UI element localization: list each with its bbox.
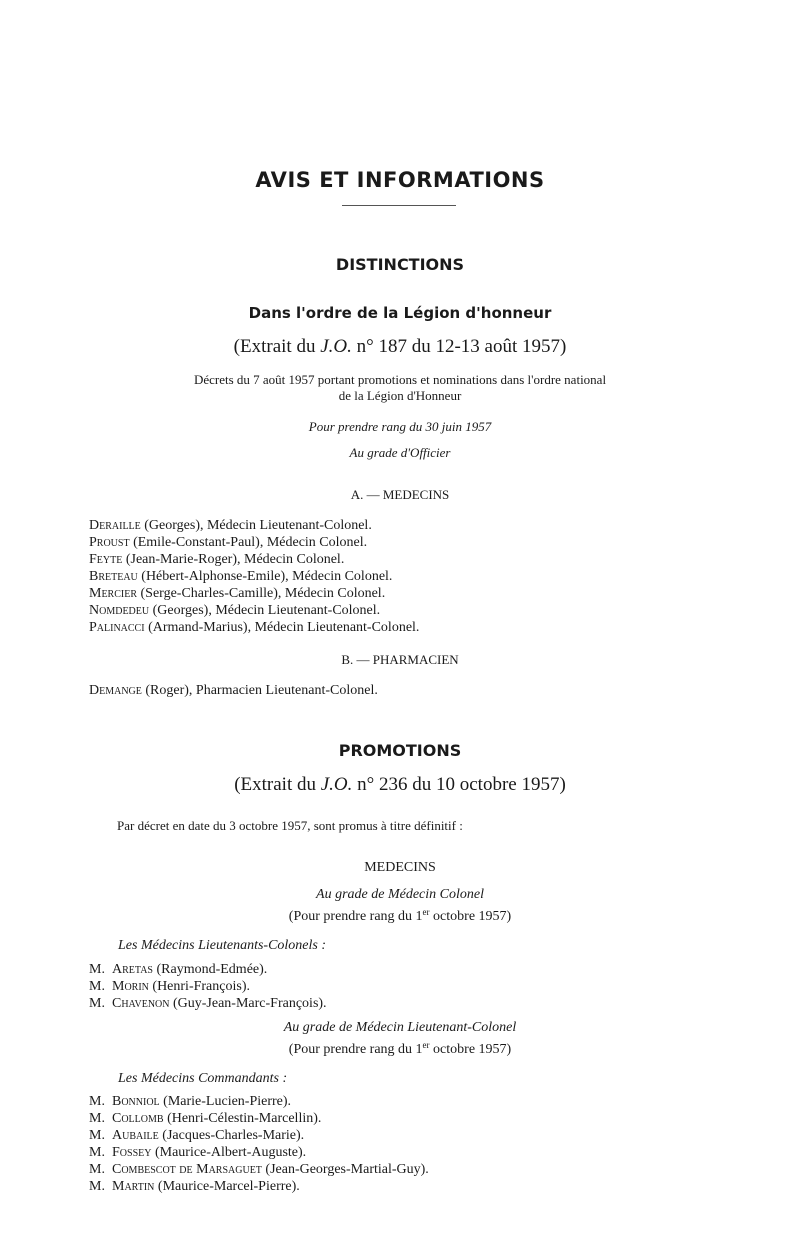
list-item: [89, 1161, 429, 1178]
person-name: Combescot de Marsaguet: [112, 1162, 262, 1177]
list-item: [89, 961, 327, 978]
rank-suffix: octobre 1957): [429, 1042, 512, 1057]
person-name: Proust: [89, 535, 130, 550]
person-details: (Henri-François).: [148, 979, 250, 994]
person-title: M.: [89, 1128, 105, 1143]
group1-intro: Les Médecins Lieutenants-Colonels :: [118, 938, 327, 953]
group1-rank: [240, 909, 560, 925]
person-name: Aretas: [112, 962, 153, 977]
person-name: Martin: [112, 1179, 155, 1194]
person-title: M.: [89, 1179, 105, 1194]
group1-grade: Au grade de Médecin Colonel: [316, 887, 484, 902]
person-details: (Marie-Lucien-Pierre).: [159, 1094, 292, 1109]
person-name: Chavenon: [112, 996, 170, 1011]
list-item: [89, 1093, 429, 1110]
decree-line-1: Décrets du 7 août 1957 portant promotions et nominations dans l'ordre national: [193, 372, 607, 387]
person-details: (Jacques-Charles-Marie).: [158, 1128, 305, 1143]
person-name: Demange: [89, 683, 142, 698]
person-name: Deraille: [89, 518, 141, 533]
group2-grade: Au grade de Médecin Lieutenant-Colonel: [283, 1020, 517, 1035]
list-item: [89, 534, 419, 551]
person-details: (Serge-Charles-Camille), Médecin Colonel.: [137, 586, 386, 601]
person-details: (Maurice-Albert-Auguste).: [151, 1145, 307, 1160]
extract-jo: J.O.: [320, 336, 352, 357]
person-details: (Roger), Pharmacien Lieutenant-Colonel.: [141, 683, 378, 698]
rank-date: Pour prendre rang du 30 juin 1957: [308, 419, 492, 434]
list-item: [89, 1144, 429, 1161]
section-b-heading: B. — PHARMACIEN: [341, 652, 459, 667]
person-name: Breteau: [89, 569, 138, 584]
person-title: M.: [89, 1094, 105, 1109]
person-name: Bonniol: [112, 1094, 160, 1109]
rank-sup: er: [422, 907, 430, 917]
person-name: Feyte: [89, 552, 123, 567]
person-name: Mercier: [89, 586, 138, 601]
extract-suffix: n° 187 du 12-13 août 1957): [351, 336, 567, 357]
extract-suffix: n° 236 du 10 octobre 1957): [352, 774, 566, 795]
person-name: Collomb: [112, 1111, 164, 1126]
person-details: (Hébert-Alphonse-Emile), Médecin Colonel.: [137, 569, 393, 584]
person-title: M.: [89, 1145, 105, 1160]
person-details: (Emile-Constant-Paul), Médecin Colonel.: [129, 535, 368, 550]
extract-prefix: (Extrait du: [234, 774, 321, 795]
list-item: [89, 602, 419, 619]
person-name: Morin: [112, 979, 149, 994]
person-title: M.: [89, 1162, 105, 1177]
list-item: [89, 1127, 429, 1144]
distinctions-subheading: Dans l'ordre de la Légion d'honneur: [248, 304, 552, 322]
person-details: (Jean-Georges-Martial-Guy).: [261, 1162, 429, 1177]
group2-list: [89, 1093, 429, 1195]
rank-prefix: (Pour prendre rang du 1: [288, 1042, 423, 1057]
category-medecins: MEDECINS: [364, 860, 436, 875]
list-item: [89, 585, 419, 602]
person-name: Fossey: [112, 1145, 152, 1160]
decree-line-2: de la Légion d'Honneur: [338, 388, 462, 403]
list-item: [89, 619, 419, 636]
person-name: Palinacci: [89, 620, 145, 635]
person-details: (Jean-Marie-Roger), Médecin Colonel.: [122, 552, 345, 567]
section-a-list: [89, 517, 419, 636]
promotions-heading: PROMOTIONS: [338, 741, 462, 760]
grade-officier: Au grade d'Officier: [349, 445, 451, 460]
extract-jo: J.O.: [320, 774, 353, 795]
person-name: Aubaile: [112, 1128, 159, 1143]
page-title: AVIS ET INFORMATIONS: [255, 168, 545, 192]
list-item: [89, 1110, 429, 1127]
title-divider: [342, 205, 456, 206]
person-details: (Maurice-Marcel-Pierre).: [154, 1179, 300, 1194]
list-item: [89, 1178, 429, 1195]
section-b-list: [89, 682, 378, 699]
list-item: [89, 551, 419, 568]
rank-suffix: octobre 1957): [429, 909, 512, 924]
extract-prefix: (Extrait du: [233, 336, 321, 357]
rank-prefix: (Pour prendre rang du 1: [288, 909, 423, 924]
group1-list: [89, 961, 327, 1012]
list-item: [89, 517, 419, 534]
person-details: (Guy-Jean-Marc-François).: [169, 996, 327, 1011]
list-item: [89, 978, 327, 995]
distinctions-heading: DISTINCTIONS: [335, 255, 465, 274]
promotion-decree: Par décret en date du 3 octobre 1957, sont promus à titre définitif :: [117, 818, 463, 833]
distinctions-extract: [0, 336, 800, 358]
person-name: Nomdedeu: [89, 603, 150, 618]
group2-intro: Les Médecins Commandants :: [118, 1071, 288, 1086]
section-a-heading: A. — MEDECINS: [350, 487, 450, 502]
promotions-extract: [0, 774, 800, 796]
list-item: [89, 682, 378, 699]
person-details: (Georges), Médecin Lieutenant-Colonel.: [149, 603, 381, 618]
list-item: [89, 995, 327, 1012]
person-title: M.: [89, 979, 105, 994]
list-item: [89, 568, 419, 585]
person-title: M.: [89, 1111, 105, 1126]
group2-rank: [240, 1042, 560, 1058]
person-details: (Raymond-Edmée).: [152, 962, 268, 977]
rank-sup: er: [422, 1040, 430, 1050]
person-title: M.: [89, 962, 105, 977]
person-details: (Henri-Célestin-Marcellin).: [163, 1111, 322, 1126]
person-details: (Georges), Médecin Lieutenant-Colonel.: [140, 518, 372, 533]
person-details: (Armand-Marius), Médecin Lieutenant-Colonel.: [144, 620, 420, 635]
person-title: M.: [89, 996, 105, 1011]
